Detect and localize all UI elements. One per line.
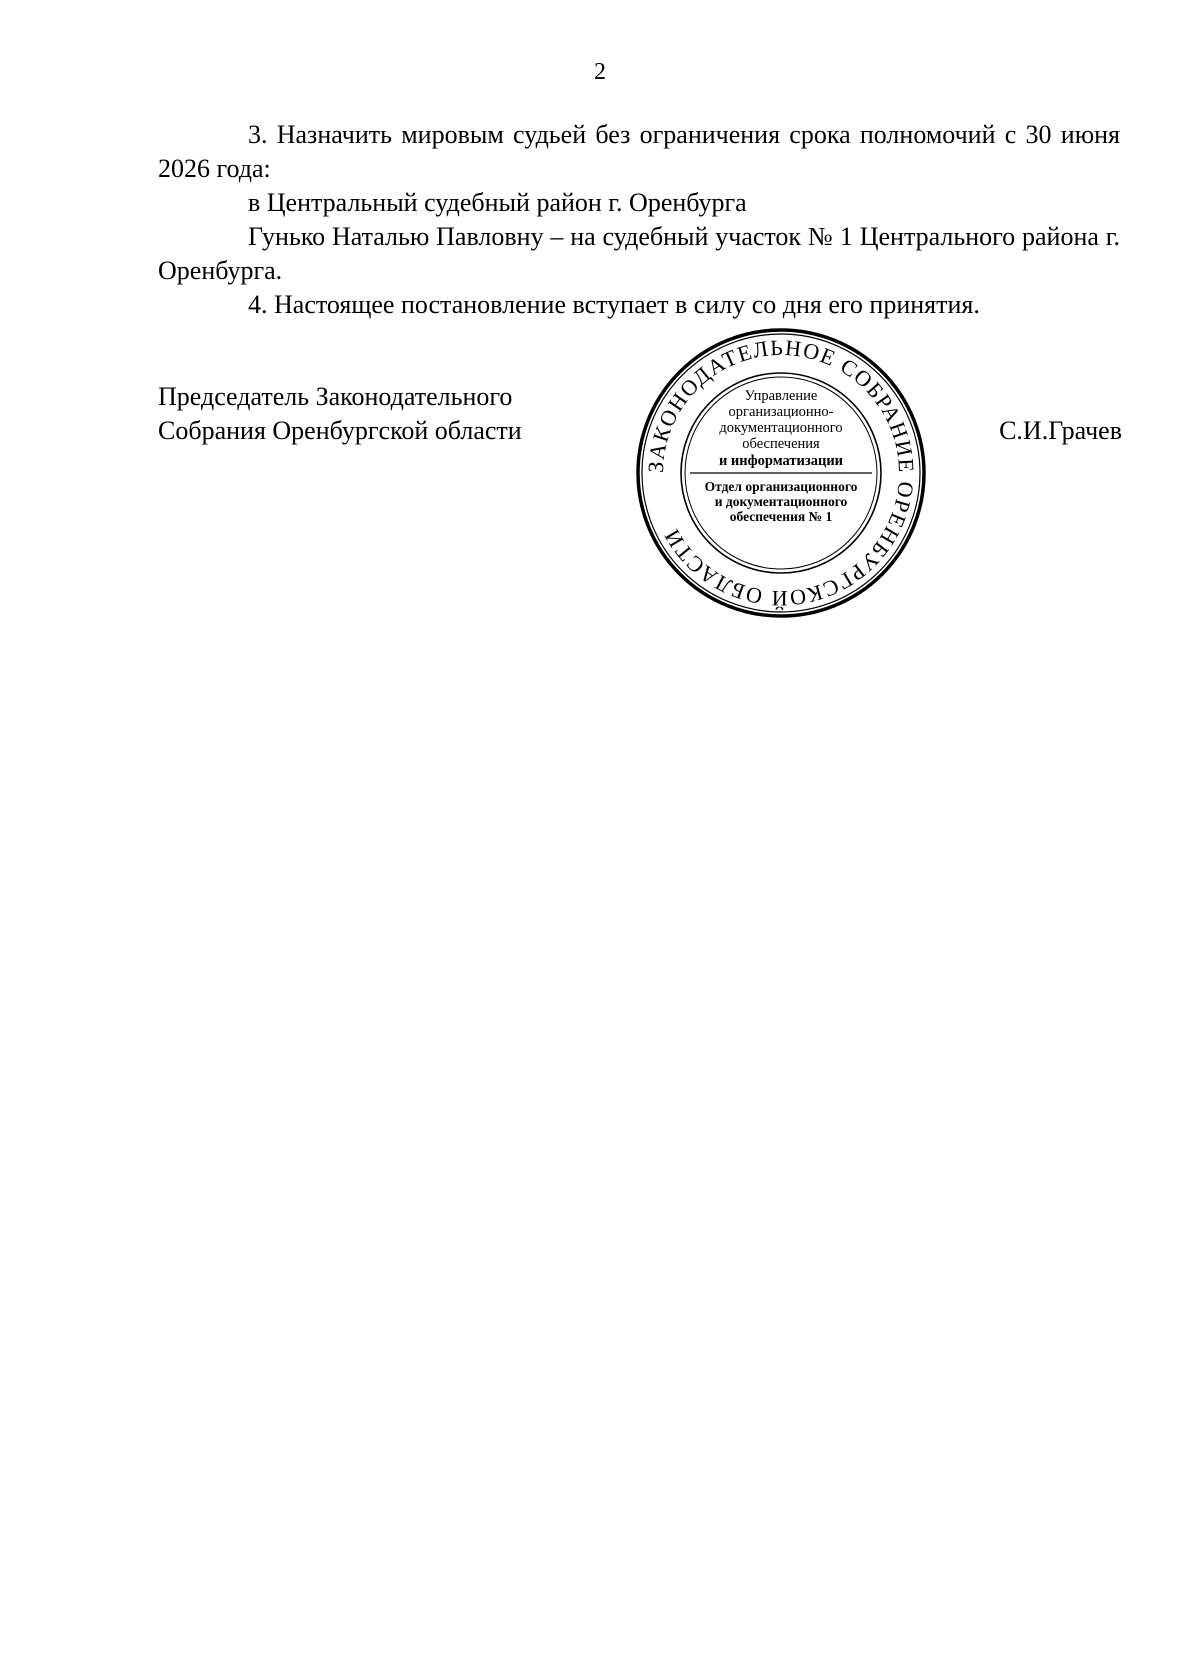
document-body [158,118,1120,322]
signatory-title-line-1: Председатель Законодательного [158,382,513,411]
seal-line-2: организационно- [728,404,834,420]
seal-department-line-3: обеспечения № 1 [729,509,833,524]
paragraph-4: 4. Настоящее постановление вступает в силу со дня его принятия. [248,290,980,319]
seal-ring-text: ЗАКОНОДАТЕЛЬНОЕ СОБРАНИЕ ОРЕНБУРГСКОЙ ОБЛАСТИ [642,334,920,612]
seal-inner-text [634,326,928,620]
seal-line-3: документационного [719,420,843,436]
signatory-title-line-2: Собрания Оренбургской области [158,416,522,445]
signatory-name: С.И.Грачев [999,416,1122,445]
paragraph-district: в Центральный судебный район г. Оренбурга [248,188,747,217]
seal-line-5: и информатизации [718,453,844,469]
page-number: 2 [594,59,606,85]
official-seal [634,326,928,620]
paragraph-3: 3. Назначить мировым судьей без ограничения срока полномочий с 30 июня 2026 года: [158,120,1120,183]
paragraph-appointee: Гунько Наталью Павловну – на судебный участок № 1 Центрального района г. Оренбурга. [158,222,1120,285]
seal-line-4: обеспечения [742,436,820,452]
seal-department-line-1: Отдел организационного [704,479,858,494]
seal-department-line-2: и документационного [714,494,848,509]
seal-line-1: Управление [744,388,818,404]
signatory-title [158,380,658,448]
